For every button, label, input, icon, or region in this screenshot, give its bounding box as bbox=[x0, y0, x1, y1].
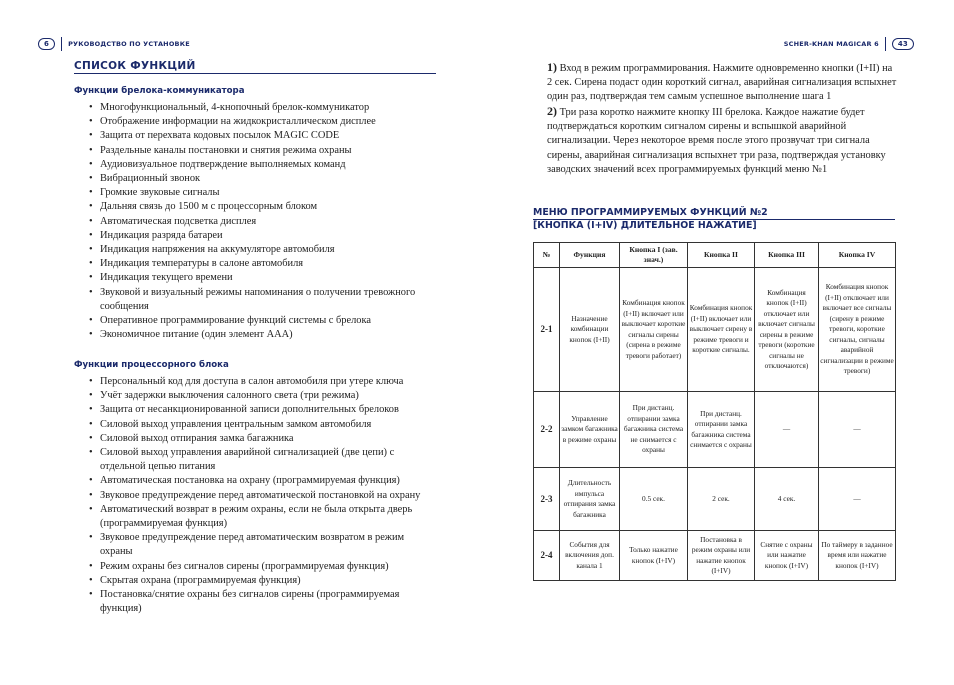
step-1-number: 1) bbox=[547, 60, 557, 74]
list-item: • Звуковое предупреждение перед автоматической постановкой на охрану bbox=[86, 489, 431, 503]
list-item: • Дальняя связь до 1500 м с процессорным блоком bbox=[86, 200, 431, 214]
function-cell: События для включения доп. канала 1 bbox=[560, 531, 620, 581]
menu-title-rule bbox=[533, 219, 895, 220]
table-header-cell: Кнопка III bbox=[755, 243, 819, 268]
button-4-cell: — bbox=[819, 468, 896, 531]
function-cell: Назначение комбинации кнопок (I+II) bbox=[560, 268, 620, 392]
button-3-cell: — bbox=[755, 392, 819, 468]
list-item: • Автоматический возврат в режим охраны, если не была открыта дверь (программируемая функция) bbox=[86, 503, 431, 531]
button-1-cell: Комбинация кнопок (I+II) включает или выключает короткие сигналы сирены (сирена в режиме тревоги работает) bbox=[620, 268, 688, 392]
table-header-cell: Кнопка IV bbox=[819, 243, 896, 268]
header-divider bbox=[61, 37, 62, 51]
button-3-cell: Комбинация кнопок (I+II) отключает или включает сигналы сирены в режиме тревоги (короткие сигналы не отключаются) bbox=[755, 268, 819, 392]
table-row bbox=[534, 531, 896, 581]
cpu-functions-list bbox=[86, 375, 431, 616]
fob-functions-heading: Функции брелока-коммуникатора bbox=[74, 86, 245, 96]
table-header-cell: Функция bbox=[560, 243, 620, 268]
fob-functions-list bbox=[86, 101, 431, 342]
programmable-functions-table bbox=[533, 242, 896, 581]
row-number: 2-3 bbox=[534, 468, 560, 531]
list-item: • Аудиовизуальное подтверждение выполняемых команд bbox=[86, 158, 431, 172]
button-3-cell: 4 сек. bbox=[755, 468, 819, 531]
table-header-cell: Кнопка II bbox=[688, 243, 755, 268]
button-2-cell: Комбинация кнопок (I+II) включает или выключает сирену в режиме тревоги и короткие сигналы. bbox=[688, 268, 755, 392]
list-item: • Звуковой и визуальный режимы напоминания о получении тревожного сообщения bbox=[86, 286, 431, 314]
programming-procedure bbox=[547, 60, 899, 177]
table-header-row bbox=[534, 243, 896, 268]
button-4-cell: По таймеру в заданное время или нажатие кнопок (I+IV) bbox=[819, 531, 896, 581]
table-row bbox=[534, 268, 896, 392]
list-item: • Режим охраны без сигналов сирены (программируемая функция) bbox=[86, 560, 431, 574]
menu-title-line-1: МЕНЮ ПРОГРАММИРУЕМЫХ ФУНКЦИЙ №2 bbox=[533, 207, 768, 218]
list-item: • Силовой выход управления центральным замком автомобиля bbox=[86, 418, 431, 432]
list-item: • Персональный код для доступа в салон автомобиля при утере ключа bbox=[86, 375, 431, 389]
button-2-cell: 2 сек. bbox=[688, 468, 755, 531]
button-4-cell: Комбинация кнопок (I+II) отключает или включает все сигналы (сирену в режиме тревоги, короткие сигналы, сигналы аварийной сигнализации в режиме тревоги) bbox=[819, 268, 896, 392]
list-item: • Вибрационный звонок bbox=[86, 172, 431, 186]
function-cell: Управление замком багажника в режиме охраны bbox=[560, 392, 620, 468]
button-1-cell: 0.5 сек. bbox=[620, 468, 688, 531]
list-item: • Автоматическая подсветка дисплея bbox=[86, 215, 431, 229]
list-item: • Экономичное питание (один элемент ААА) bbox=[86, 328, 431, 342]
step-1-text: Вход в режим программирования. Нажмите одновременно кнопки (I+II) на 2 сек. Сирена подаст один короткий сигнал, аварийная сигнализация вспыхнет один раз, подтверждая тем самым успешное выполнение шага 1 bbox=[547, 63, 897, 103]
table-row bbox=[534, 392, 896, 468]
cpu-functions-heading: Функции процессорного блока bbox=[74, 360, 229, 370]
list-item: • Многофункциональный, 4-кнопочный брелок-коммуникатор bbox=[86, 101, 431, 115]
button-2-cell: Постановка в режим охраны или нажатие кнопок (I+IV) bbox=[688, 531, 755, 581]
step-2-number: 2) bbox=[547, 104, 557, 119]
left-page-number: 6 bbox=[38, 38, 55, 50]
list-item: • Скрытая охрана (программируемая функция) bbox=[86, 574, 431, 588]
list-item: • Громкие звуковые сигналы bbox=[86, 186, 431, 200]
list-item: • Раздельные каналы постановки и снятия режима охраны bbox=[86, 144, 431, 158]
button-2-cell: При дистанц. отпирании замка багажника система снимается с охраны bbox=[688, 392, 755, 468]
list-item: • Защита от перехвата кодовых посылок MAGIC CODE bbox=[86, 129, 431, 143]
list-item: • Индикация температуры в салоне автомобиля bbox=[86, 257, 431, 271]
row-number: 2-1 bbox=[534, 268, 560, 392]
left-running-title: РУКОВОДСТВО ПО УСТАНОВКЕ bbox=[68, 40, 190, 48]
row-number: 2-2 bbox=[534, 392, 560, 468]
list-item: • Звуковое предупреждение перед автоматическим возвратом в режим охраны bbox=[86, 531, 431, 559]
list-item: • Защита от несанкционированной записи дополнительных брелоков bbox=[86, 403, 431, 417]
list-item: • Силовой выход отпирания замка багажника bbox=[86, 432, 431, 446]
list-item: • Индикация напряжения на аккумуляторе автомобиля bbox=[86, 243, 431, 257]
list-item: • Оперативное программирование функций системы с брелока bbox=[86, 314, 431, 328]
step-2-text: Три раза коротко нажмите кнопку III брелока. Каждое нажатие будет подтверждаться коротким сигналом сирены и вспышкой аварийной сигнализации. Через некоторое время после этого прозвучат три сигнала сирены, аварийная сигнализация вспыхнет три раза, подтверждая установку заводских значений всех программируемых функций меню №1 bbox=[547, 107, 886, 175]
menu-title-line-2: [КНОПКА (I+IV) ДЛИТЕЛЬНОЕ НАЖАТИЕ] bbox=[533, 220, 757, 231]
row-number: 2-4 bbox=[534, 531, 560, 581]
list-item: • Индикация текущего времени bbox=[86, 271, 431, 285]
list-item: • Силовой выход управления аварийной сигнализацией (две цепи) с отдельной цепью питания bbox=[86, 446, 431, 474]
list-item: • Учёт задержки выключения салонного света (три режима) bbox=[86, 389, 431, 403]
button-3-cell: Снятие с охраны или нажатие кнопок (I+IV) bbox=[755, 531, 819, 581]
function-cell: Длительность импульса отпирания замка багажника bbox=[560, 468, 620, 531]
right-page-number: 43 bbox=[892, 38, 914, 50]
button-1-cell: Только нажатие кнопок (I+IV) bbox=[620, 531, 688, 581]
table-header-cell: Кнопка I (зав. знач.) bbox=[620, 243, 688, 268]
right-page-header bbox=[784, 36, 914, 52]
list-item: • Индикация разряда батареи bbox=[86, 229, 431, 243]
right-running-title: SCHER-KHAN MAGICAR 6 bbox=[783, 40, 879, 48]
button-1-cell: При дистанц. отпирании замка багажника система не снимается с охраны bbox=[620, 392, 688, 468]
section-rule bbox=[74, 73, 436, 74]
button-4-cell: — bbox=[819, 392, 896, 468]
table-header-cell: № bbox=[534, 243, 560, 268]
section-title: СПИСОК ФУНКЦИЙ bbox=[74, 60, 196, 72]
list-item: • Постановка/снятие охраны без сигналов сирены (программируемая функция) bbox=[86, 588, 431, 616]
table-row bbox=[534, 468, 896, 531]
left-page-header bbox=[38, 36, 190, 52]
header-divider bbox=[885, 37, 886, 51]
list-item: • Автоматическая постановка на охрану (программируемая функция) bbox=[86, 474, 431, 488]
list-item: • Отображение информации на жидкокристаллическом дисплее bbox=[86, 115, 431, 129]
